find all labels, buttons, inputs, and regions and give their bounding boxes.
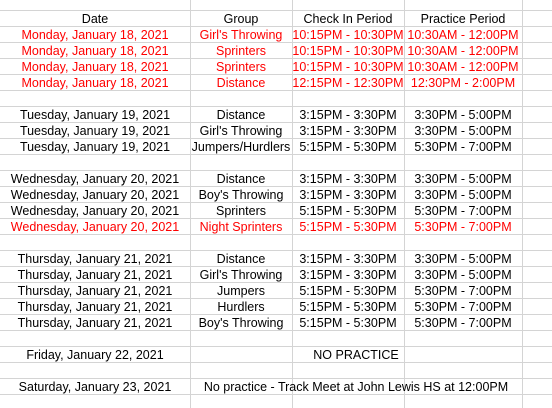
practice-cell[interactable]: 5:30PM - 7:00PM [414,284,512,298]
table-row [0,171,552,187]
group-cell[interactable]: Distance [216,172,266,186]
check-in-cell[interactable]: 5:15PM - 5:30PM [299,284,397,298]
group-cell[interactable]: Jumpers [217,284,265,298]
practice-cell[interactable]: 10:30AM - 12:00PM [407,60,519,74]
note-cell[interactable]: NO PRACTICE [313,348,399,362]
group-cell[interactable]: Night Sprinters [199,220,283,234]
practice-cell[interactable]: 5:30PM - 7:00PM [414,300,512,314]
date-cell[interactable]: Thursday, January 21, 2021 [17,268,173,282]
practice-cell[interactable]: 10:30AM - 12:00PM [407,44,519,58]
table-row [0,219,552,235]
date-cell[interactable]: Monday, January 18, 2021 [21,44,169,58]
table-row [0,107,552,123]
table-row [0,315,552,331]
table-row [0,187,552,203]
practice-cell[interactable]: 5:30PM - 7:00PM [414,316,512,330]
date-cell[interactable]: Monday, January 18, 2021 [21,60,169,74]
practice-cell[interactable]: 5:30PM - 7:00PM [414,220,512,234]
blank-row [0,155,552,171]
blank-row [0,235,552,251]
practice-cell[interactable]: 12:30PM - 2:00PM [410,76,516,90]
group-cell[interactable]: Boy's Throwing [198,188,284,202]
check-in-cell[interactable]: 3:15PM - 3:30PM [299,124,397,138]
practice-cell[interactable]: 10:30AM - 12:00PM [407,28,519,42]
group-cell[interactable]: Jumpers/Hurdlers [191,140,291,154]
check-in-cell[interactable]: 10:15PM - 10:30PM [292,60,404,74]
table-row [0,27,552,43]
date-cell[interactable]: Wednesday, January 20, 2021 [10,188,180,202]
blank-row [0,363,552,379]
date-cell[interactable]: Monday, January 18, 2021 [21,28,169,42]
table-row [0,43,552,59]
practice-cell[interactable]: 3:30PM - 5:00PM [414,108,512,122]
table-row [0,299,552,315]
check-in-cell[interactable]: 3:15PM - 3:30PM [299,252,397,266]
table-row [0,75,552,91]
group-cell[interactable]: Distance [216,252,266,266]
note-cell[interactable]: No practice - Track Meet at John Lewis HS at 12:00PM [203,380,509,394]
check-in-cell[interactable]: 5:15PM - 5:30PM [299,316,397,330]
blank-row [0,91,552,107]
group-cell[interactable]: Sprinters [215,60,267,74]
table-row [0,267,552,283]
check-in-cell[interactable]: 3:15PM - 3:30PM [299,108,397,122]
group-cell[interactable]: Girl's Throwing [199,124,283,138]
table-row [0,251,552,267]
group-cell[interactable]: Boy's Throwing [198,316,284,330]
table-row [0,203,552,219]
practice-cell[interactable]: 3:30PM - 5:00PM [414,268,512,282]
group-cell[interactable]: Girl's Throwing [199,268,283,282]
check-in-cell[interactable]: 10:15PM - 10:30PM [292,28,404,42]
date-cell[interactable]: Wednesday, January 20, 2021 [10,204,180,218]
header-row [0,11,552,27]
check-in-cell[interactable]: 3:15PM - 3:30PM [299,188,397,202]
table-row [0,139,552,155]
date-cell[interactable]: Tuesday, January 19, 2021 [19,124,171,138]
table-row [0,283,552,299]
check-in-cell[interactable]: 12:15PM - 12:30PM [292,76,404,90]
date-cell[interactable]: Thursday, January 21, 2021 [17,284,173,298]
group-cell[interactable]: Hurdlers [217,300,265,314]
table-row [0,59,552,75]
check-in-cell[interactable]: 3:15PM - 3:30PM [299,268,397,282]
check-in-cell[interactable]: 5:15PM - 5:30PM [299,204,397,218]
header-group[interactable]: Group [223,12,259,26]
date-cell[interactable]: Thursday, January 21, 2021 [17,316,173,330]
check-in-cell[interactable]: 5:15PM - 5:30PM [299,140,397,154]
practice-cell[interactable]: 5:30PM - 7:00PM [414,204,512,218]
practice-cell[interactable]: 3:30PM - 5:00PM [414,252,512,266]
date-cell[interactable]: Thursday, January 21, 2021 [17,252,173,266]
group-cell[interactable]: Distance [216,108,266,122]
practice-cell[interactable]: 3:30PM - 5:00PM [414,188,512,202]
group-cell[interactable]: Girl's Throwing [199,28,283,42]
date-cell[interactable]: Friday, January 22, 2021 [26,348,164,362]
header-check-in[interactable]: Check In Period [303,12,393,26]
header-practice[interactable]: Practice Period [420,12,506,26]
check-in-cell[interactable]: 5:15PM - 5:30PM [299,300,397,314]
date-cell[interactable]: Monday, January 18, 2021 [21,76,169,90]
check-in-cell[interactable]: 3:15PM - 3:30PM [299,172,397,186]
header-date[interactable]: Date [81,12,109,26]
table-row [0,347,552,363]
blank-row [0,331,552,347]
group-cell[interactable]: Sprinters [215,44,267,58]
check-in-cell[interactable]: 5:15PM - 5:30PM [299,220,397,234]
practice-cell[interactable]: 5:30PM - 7:00PM [414,140,512,154]
date-cell[interactable]: Thursday, January 21, 2021 [17,300,173,314]
practice-cell[interactable]: 3:30PM - 5:00PM [414,172,512,186]
table-row [0,123,552,139]
date-cell[interactable]: Tuesday, January 19, 2021 [19,140,171,154]
practice-cell[interactable]: 3:30PM - 5:00PM [414,124,512,138]
date-cell[interactable]: Tuesday, January 19, 2021 [19,108,171,122]
group-cell[interactable]: Distance [216,76,266,90]
group-cell[interactable]: Sprinters [215,204,267,218]
date-cell[interactable]: Saturday, January 23, 2021 [18,380,172,394]
check-in-cell[interactable]: 10:15PM - 10:30PM [292,44,404,58]
table-row [0,379,552,395]
date-cell[interactable]: Wednesday, January 20, 2021 [10,220,180,234]
date-cell[interactable]: Wednesday, January 20, 2021 [10,172,180,186]
